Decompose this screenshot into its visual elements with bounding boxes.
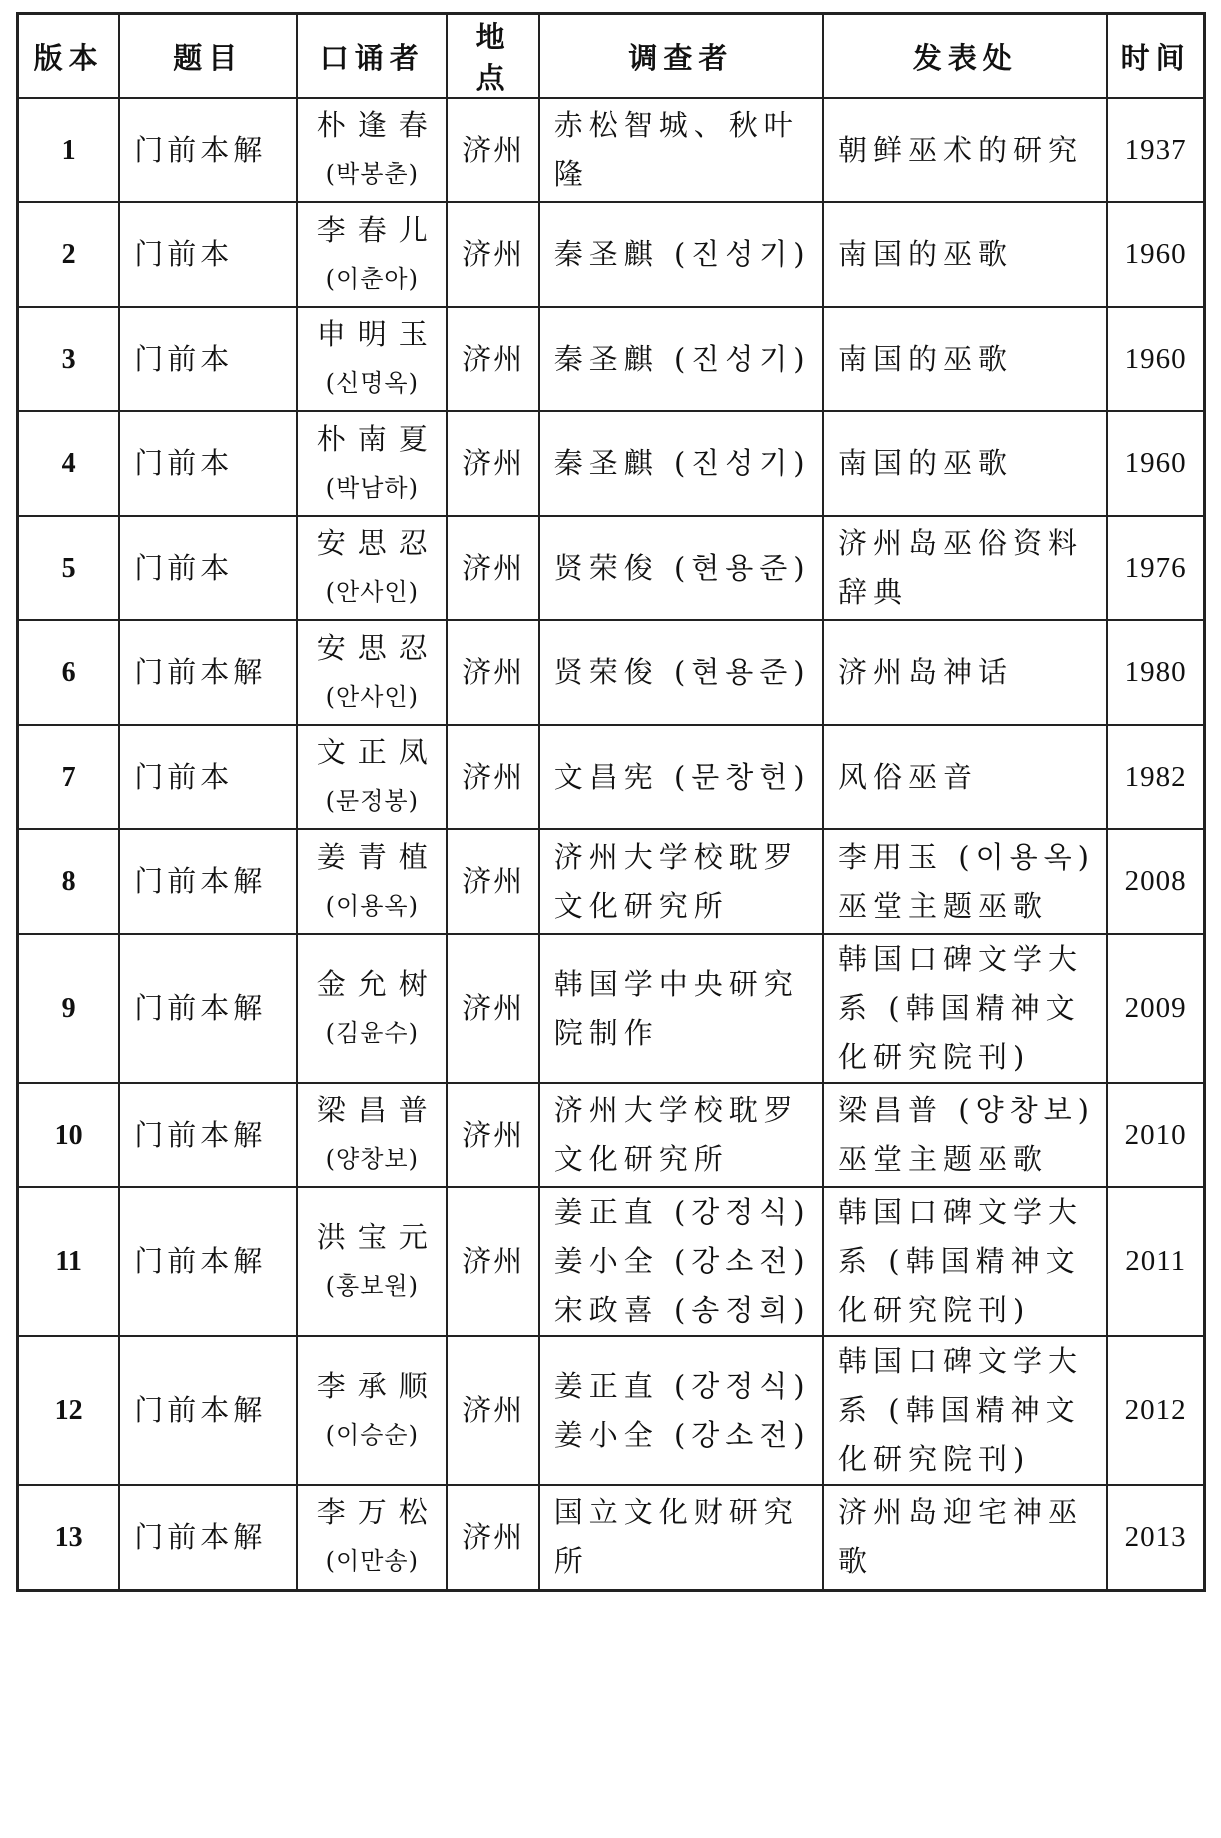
narrator-cell: [297, 725, 447, 829]
publication-cell: [823, 516, 1107, 620]
narrator-name: 洪宝元: [316, 1219, 440, 1254]
publication-cell: [823, 1187, 1107, 1336]
version-number-cell: 2: [18, 202, 120, 307]
narrator-cell: [297, 829, 447, 934]
table-body: [18, 98, 1205, 1590]
investigator-cell: [539, 516, 823, 620]
publication-line: 梁昌普 (양창보): [838, 1093, 1095, 1127]
investigator-line: 贤荣俊 (현용준): [553, 550, 811, 585]
narrator-korean-name: (문정봉): [325, 787, 419, 815]
place-cell: 济州: [447, 1187, 538, 1336]
versions-table: [16, 12, 1206, 1592]
narrator-cell: [297, 98, 447, 202]
year-cell: 1976: [1107, 516, 1204, 620]
place-cell: 济州: [447, 202, 538, 307]
investigator-line: 姜正直 (강정식): [553, 1368, 811, 1403]
narrator-name: 李春儿: [316, 212, 440, 247]
investigator-line: 文化研究所: [553, 1142, 729, 1176]
narrator-korean-name: (홍보원): [325, 1271, 419, 1300]
narrator-name: 李承顺: [316, 1368, 440, 1403]
narrator-name: 文正凤: [316, 735, 440, 769]
narrator-korean-name: (양창보): [325, 1145, 419, 1173]
version-number-cell: 3: [18, 307, 120, 411]
narrator-cell: [297, 1336, 447, 1485]
investigator-line: 所: [553, 1544, 589, 1579]
narrator-cell: [297, 516, 447, 620]
table-row: [18, 1187, 1205, 1336]
publication-cell: [823, 307, 1107, 411]
publication-line: 化研究院刊): [838, 1442, 1031, 1476]
table-row: [18, 307, 1205, 411]
investigator-line: 秦圣麒 (진성기): [553, 237, 811, 271]
place-cell: 济州: [447, 1336, 538, 1485]
investigator-cell: [539, 307, 823, 411]
investigator-line: 文化研究所: [553, 888, 729, 923]
title-cell: 门前本: [119, 516, 297, 620]
narrator-cell: [297, 202, 447, 307]
investigator-cell: [539, 620, 823, 725]
narrator-name: 申明玉: [316, 317, 440, 351]
publication-line: 化研究院刊): [838, 1040, 1031, 1074]
narrator-korean-name: (안사인): [325, 578, 419, 606]
publication-line: 辞典: [838, 575, 909, 609]
table-row: [18, 98, 1205, 202]
place-cell: 济州: [447, 620, 538, 725]
title-cell: 门前本: [119, 307, 297, 411]
narrator-korean-name: (이만송): [325, 1547, 419, 1576]
investigator-line: 院制作: [553, 1015, 659, 1050]
table-row: [18, 1336, 1205, 1485]
place-cell: 济州: [447, 1485, 538, 1590]
version-number-cell: 4: [18, 411, 120, 516]
investigator-cell: [539, 1083, 823, 1187]
investigator-cell: [539, 1187, 823, 1336]
table-row: [18, 620, 1205, 725]
year-cell: 2010: [1107, 1083, 1204, 1187]
investigator-cell: [539, 1485, 823, 1590]
investigator-line: 国立文化财研究: [553, 1495, 799, 1530]
place-cell: 济州: [447, 411, 538, 516]
narrator-cell: [297, 411, 447, 516]
title-cell: 门前本: [119, 725, 297, 829]
narrator-name: 姜青植: [316, 839, 440, 874]
title-cell: 门前本解: [119, 1187, 297, 1336]
version-number-cell: 1: [18, 98, 120, 202]
narrator-name: 安思忍: [316, 630, 440, 665]
version-number-cell: 9: [18, 934, 120, 1083]
publication-cell: [823, 934, 1107, 1083]
version-number-cell: 10: [18, 1083, 120, 1187]
narrator-korean-name: (박남하): [325, 473, 419, 502]
narrator-name: 金允树: [316, 966, 440, 1001]
publication-cell: [823, 620, 1107, 725]
publication-line: 系 (韩国精神文: [838, 1244, 1081, 1278]
investigator-line: 贤荣俊 (현용준): [553, 655, 811, 689]
narrator-name: 安思忍: [316, 526, 440, 560]
place-cell: 济州: [447, 98, 538, 202]
place-cell: 济州: [447, 725, 538, 829]
narrator-name: 梁昌普: [316, 1093, 440, 1127]
table-row: [18, 829, 1205, 934]
publication-line: 南国的巫歌: [838, 341, 1014, 376]
narrator-korean-name: (안사인): [325, 682, 419, 711]
title-cell: 门前本: [119, 411, 297, 516]
place-cell: 济州: [447, 307, 538, 411]
year-cell: 2011: [1107, 1187, 1204, 1336]
year-cell: 1960: [1107, 307, 1204, 411]
narrator-cell: [297, 1083, 447, 1187]
narrator-cell: [297, 1187, 447, 1336]
place-cell: 济州: [447, 1083, 538, 1187]
publication-cell: [823, 829, 1107, 934]
publication-cell: [823, 1485, 1107, 1590]
publication-line: 风俗巫音: [838, 759, 979, 794]
narrator-korean-name: (이용옥): [325, 891, 419, 920]
publication-line: 韩国口碑文学大: [838, 942, 1084, 976]
narrator-cell: [297, 620, 447, 725]
investigator-cell: [539, 725, 823, 829]
header-place: 地点: [447, 14, 538, 99]
place-cell: 济州: [447, 516, 538, 620]
title-cell: 门前本解: [119, 1485, 297, 1590]
year-cell: 1960: [1107, 411, 1204, 516]
header-narrator: 口诵者: [297, 14, 447, 99]
table-row: [18, 1083, 1205, 1187]
publication-line: 南国的巫歌: [838, 237, 1014, 271]
title-cell: 门前本解: [119, 620, 297, 725]
version-number-cell: 8: [18, 829, 120, 934]
title-cell: 门前本解: [119, 934, 297, 1083]
title-cell: 门前本解: [119, 98, 297, 202]
header-publication: 发表处: [823, 14, 1107, 99]
narrator-cell: [297, 307, 447, 411]
year-cell: 2008: [1107, 829, 1204, 934]
narrator-name: 朴逢春: [316, 108, 440, 142]
publication-cell: [823, 1083, 1107, 1187]
investigator-cell: [539, 1336, 823, 1485]
publication-line: 朝鲜巫术的研究: [838, 132, 1084, 167]
narrator-korean-name: (이춘아): [325, 264, 419, 293]
table-row: [18, 934, 1205, 1083]
publication-cell: [823, 1336, 1107, 1485]
narrator-name: 李万松: [316, 1495, 440, 1530]
publication-line: 济州岛神话: [838, 655, 1014, 689]
table-row: [18, 202, 1205, 307]
publication-line: 歌: [838, 1544, 874, 1579]
table-header-row: [18, 14, 1205, 99]
header-version: 版本: [18, 14, 120, 99]
investigator-line: 姜正直 (강정식): [553, 1195, 811, 1229]
year-cell: 2012: [1107, 1336, 1204, 1485]
title-cell: 门前本解: [119, 1336, 297, 1485]
table-row: [18, 1485, 1205, 1590]
investigator-cell: [539, 411, 823, 516]
investigator-line: 秦圣麒 (진성기): [553, 446, 811, 480]
version-number-cell: 6: [18, 620, 120, 725]
place-cell: 济州: [447, 934, 538, 1083]
publication-line: 系 (韩国精神文: [838, 1393, 1081, 1427]
investigator-cell: [539, 934, 823, 1083]
publication-cell: [823, 98, 1107, 202]
investigator-line: 姜小全 (강소전): [553, 1244, 811, 1278]
table-row: [18, 516, 1205, 620]
investigator-line: 韩国学中央研究: [553, 966, 799, 1001]
investigator-line: 济州大学校耽罗: [553, 839, 799, 874]
version-number-cell: 7: [18, 725, 120, 829]
investigator-line: 秦圣麒 (진성기): [553, 341, 811, 376]
year-cell: 1980: [1107, 620, 1204, 725]
version-number-cell: 13: [18, 1485, 120, 1590]
investigator-cell: [539, 829, 823, 934]
investigator-line: 隆: [553, 157, 589, 191]
header-year: 时间: [1107, 14, 1204, 99]
title-cell: 门前本解: [119, 829, 297, 934]
header-investigator: 调查者: [539, 14, 823, 99]
header-title: 题目: [119, 14, 297, 99]
investigator-cell: [539, 202, 823, 307]
investigator-line: 文昌宪 (문창헌): [553, 759, 811, 794]
year-cell: 1937: [1107, 98, 1204, 202]
investigator-line: 宋政喜 (송정희): [553, 1293, 811, 1327]
investigator-line: 赤松智城、秋叶: [553, 108, 799, 142]
versions-table-container: [16, 12, 1206, 1592]
version-number-cell: 5: [18, 516, 120, 620]
investigator-line: 姜小全 (강소전): [553, 1417, 811, 1452]
year-cell: 2009: [1107, 934, 1204, 1083]
narrator-korean-name: (신명옥): [325, 369, 419, 397]
publication-cell: [823, 202, 1107, 307]
investigator-cell: [539, 98, 823, 202]
narrator-cell: [297, 1485, 447, 1590]
narrator-korean-name: (김윤수): [325, 1018, 419, 1047]
investigator-line: 济州大学校耽罗: [553, 1093, 799, 1127]
publication-line: 巫堂主题巫歌: [838, 1142, 1049, 1176]
publication-cell: [823, 725, 1107, 829]
narrator-cell: [297, 934, 447, 1083]
publication-line: 李用玉 (이용옥): [838, 839, 1095, 874]
title-cell: 门前本: [119, 202, 297, 307]
narrator-name: 朴南夏: [316, 421, 440, 456]
publication-line: 南国的巫歌: [838, 446, 1014, 480]
version-number-cell: 11: [18, 1187, 120, 1336]
publication-line: 韩国口碑文学大: [838, 1195, 1084, 1229]
publication-line: 系 (韩国精神文: [838, 991, 1081, 1025]
year-cell: 2013: [1107, 1485, 1204, 1590]
title-cell: 门前本解: [119, 1083, 297, 1187]
place-cell: 济州: [447, 829, 538, 934]
publication-line: 济州岛巫俗资料: [838, 526, 1084, 560]
table-row: [18, 411, 1205, 516]
publication-line: 济州岛迎宅神巫: [838, 1495, 1084, 1530]
publication-line: 化研究院刊): [838, 1293, 1031, 1327]
publication-line: 巫堂主题巫歌: [838, 888, 1049, 923]
table-row: [18, 725, 1205, 829]
version-number-cell: 12: [18, 1336, 120, 1485]
narrator-korean-name: (박봉춘): [325, 160, 419, 188]
narrator-korean-name: (이승순): [325, 1420, 419, 1449]
publication-line: 韩国口碑文学大: [838, 1344, 1084, 1378]
year-cell: 1982: [1107, 725, 1204, 829]
publication-cell: [823, 411, 1107, 516]
year-cell: 1960: [1107, 202, 1204, 307]
